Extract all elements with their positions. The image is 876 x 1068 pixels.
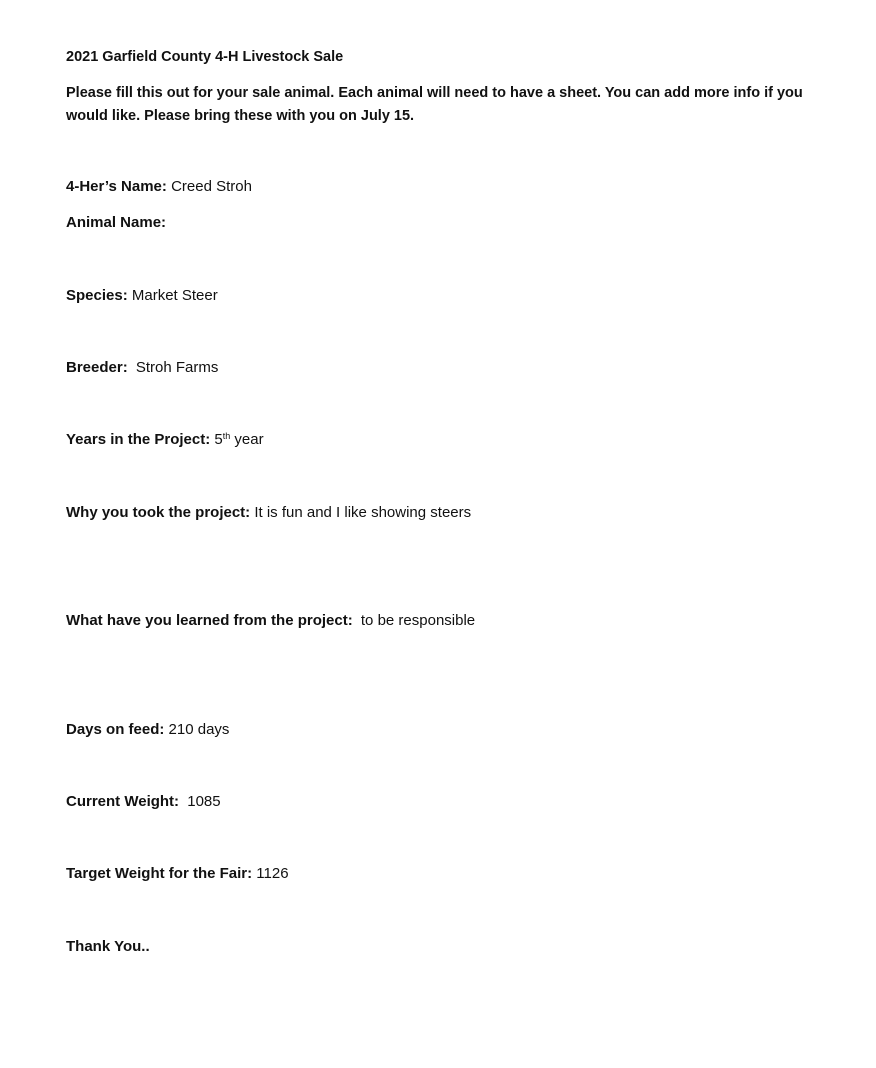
field-label: 4-Her’s Name:	[66, 178, 167, 195]
field-current-weight	[66, 792, 221, 812]
field-years-in-project	[66, 430, 264, 450]
field-target-weight	[66, 864, 289, 884]
years-number: 5	[214, 431, 223, 448]
field-label: What have you learned from the project:	[66, 612, 353, 629]
field-why-took-project	[66, 503, 471, 523]
field-label: Animal Name:	[66, 214, 167, 231]
closing-thank-you: Thank You..	[66, 938, 150, 955]
intro-instructions: Please fill this out for your sale animal. Each animal will need to have a sheet. You can add more info if you would like. Please bring these with you on July 15.	[66, 85, 803, 124]
field-label: Years in the Project:	[66, 431, 211, 448]
document-title: 2021 Garfield County 4-H Livestock Sale	[66, 49, 344, 65]
field-value: 1126	[256, 865, 289, 882]
field-what-learned	[66, 611, 475, 631]
field-breeder	[66, 358, 218, 378]
field-label: Why you took the project:	[66, 504, 251, 521]
field-value: 1085	[187, 793, 221, 810]
field-animal-name	[66, 213, 166, 233]
field-days-on-feed	[66, 720, 229, 740]
field-label: Days on feed:	[66, 721, 165, 738]
field-species	[66, 286, 218, 306]
field-value: Market Steer	[131, 287, 218, 304]
field-value: Creed Stroh	[171, 178, 252, 195]
field-value: 210 days	[168, 721, 230, 738]
field-value: to be responsible	[360, 612, 476, 629]
field-label: Current Weight:	[66, 793, 180, 810]
field-value	[214, 431, 263, 448]
field-label: Target Weight for the Fair:	[66, 865, 253, 882]
field-label: Breeder:	[66, 359, 128, 376]
field-4her-name	[66, 177, 252, 197]
field-value: It is fun and I like showing steers	[254, 504, 472, 521]
field-label: Species:	[66, 287, 128, 304]
years-ordinal-suffix: th	[222, 431, 231, 441]
field-value: Stroh Farms	[135, 359, 219, 376]
years-word: year	[230, 431, 264, 448]
